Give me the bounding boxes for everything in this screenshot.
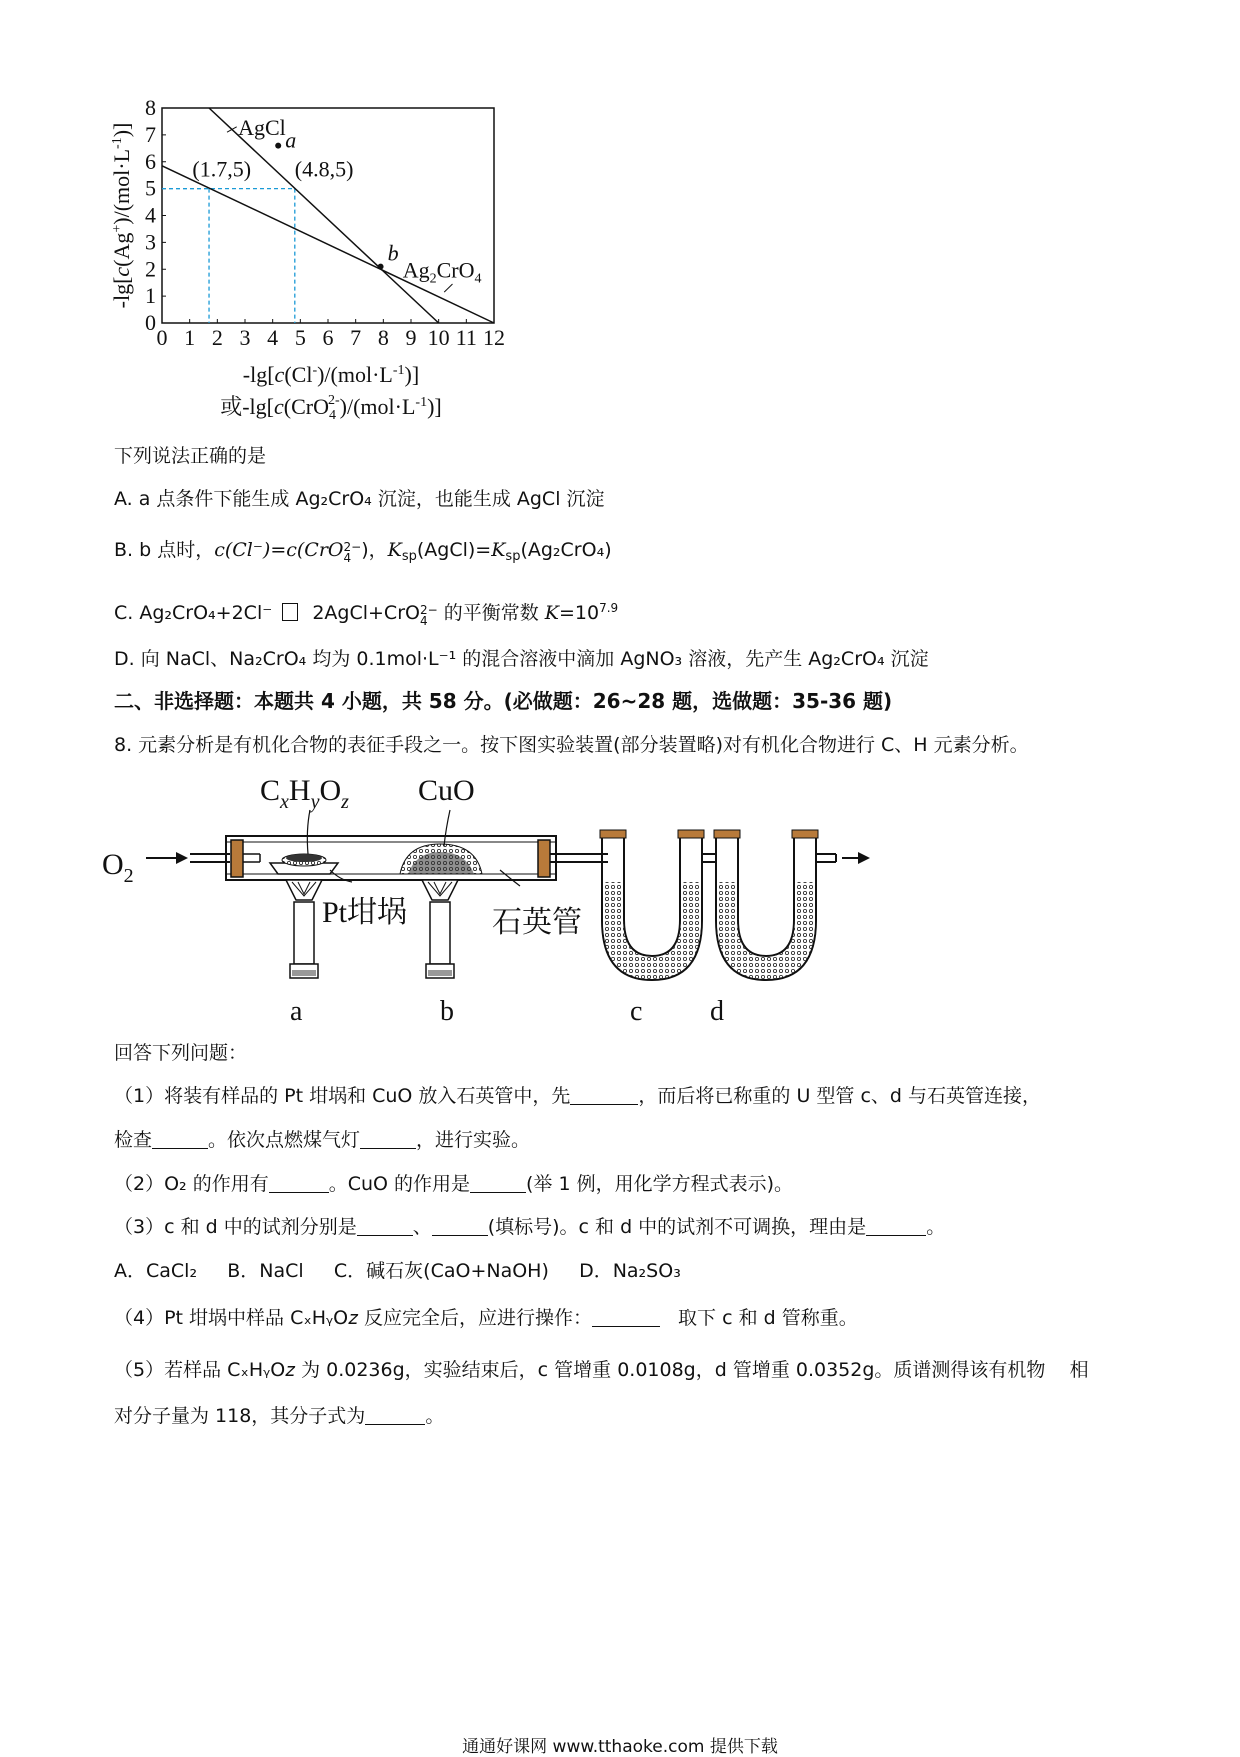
q8-3c: (填标号)。c 和 d 中的试剂不可调换，理由是 [487,1216,867,1238]
q7-option-a: A. a 点条件下能生成 Ag₂CrO₄ 沉淀，也能生成 AgCl 沉淀 [114,488,605,510]
q8-4a: （4）Pt 坩埚中样品 CₓHᵧO𝑧 反应完全后，应进行操作： [114,1307,593,1329]
page-footer: 通通好课网 www.tthaoke.com 提供下载 [462,1737,778,1757]
u-tube-d [714,830,818,980]
o2-label: $O_2$ [102,848,134,887]
y-tick-label: 3 [145,229,156,255]
label-c: c [630,996,643,1027]
q8-part3-options: A．CaCl₂ B．NaCl C．碱石灰(CaO+NaOH) D．Na₂SO₃ [114,1260,681,1282]
q7-c-exp: 7.9 [599,601,619,615]
annotation-4-8-5: (4.8,5) [294,156,354,182]
right-stopper [538,840,550,877]
q8-1b: ，而后将已称重的 U 型管 c、d 与石英管连接， [638,1085,1041,1107]
q8-part5-line2 [114,1404,444,1428]
q7-b-ksp2-sub: sp [505,549,521,564]
q8-5c: 。 [425,1405,445,1427]
sample-formula-label: $C_xH_yO_z$ [260,774,349,813]
y-tick-label: 5 [145,175,156,201]
q7-b-body: c(Cl⁻)=c(CrO [214,539,344,561]
answer-blank-5[interactable] [470,1174,526,1193]
agcl-leader [227,127,237,132]
series-line-ag2cro4 [162,166,494,323]
q7-c-charge: 2− 4 [419,603,438,628]
q7-c-mid: 2AgCl+CrO [312,602,420,624]
q7-b-ksp1-rest: (AgCl)= [416,539,492,561]
x-tick-label: 9 [405,325,417,350]
y-axis-label: $-\lg[c(Ag^+)/(mol\cdot L^{-1})]$ [109,122,134,309]
o2-inlet-arrow-icon [146,852,188,864]
y-tick-label: 8 [145,100,156,120]
q7-stem: 下列说法正确的是 [114,445,267,467]
point-b [378,264,384,270]
q7-b-ksp1: K [387,539,402,561]
q7-option-b [114,538,612,569]
q8-3a: （3）c 和 d 中的试剂分别是 [114,1216,357,1238]
answer-blank-2[interactable] [152,1130,208,1149]
q8-5b: 对分子量为 118，其分子式为 [114,1405,366,1427]
x-tick-label: 0 [156,325,168,350]
tube-label: 石英管 [492,906,582,939]
cuo-pile [400,844,482,874]
series-label-ag2cro4: $Ag_2CrO_4$ [402,257,482,287]
q8-1e: ，进行实验。 [416,1129,531,1151]
q7-b-ksp1-sub: sp [401,549,417,564]
left-stopper [231,840,243,877]
x-axis-label-line1: $-\lg[c(Cl^-)/(mol\cdot L^{-1})]$ [242,362,420,387]
c-d-connector [702,854,716,862]
section-heading: 二、非选择题：本题共 4 小题，共 58 分。(必做题：26~28 题，选做题：35-36 题) [114,689,893,713]
x-tick-label: 8 [377,325,389,350]
x-tick-label: 10 [427,325,450,350]
answer-blank-3[interactable] [360,1130,416,1149]
x-tick-label: 6 [322,325,334,350]
q7-b-charge: 2− 4 [343,540,362,565]
x-tick-label: 2 [211,325,223,350]
x-tick-label: 12 [483,325,505,350]
combustion-apparatus-diagram [100,770,980,1040]
q8-1c: 检查 [114,1129,153,1151]
q8-part5-line1: （5）若样品 CₓHᵧO𝑧 为 0.0236g，实验结束后，c 管增重 0.0108g，d 管增重 0.0352g。质谱测得该有机物 相 [114,1359,1089,1381]
chart-marks [162,108,494,323]
annotation-1-7-5: (1.7,5) [192,156,252,182]
q8-3d: 。 [926,1216,946,1238]
q8-2b: 。CuO 的作用是 [328,1173,471,1195]
q8-1d: 。依次点燃煤气灯 [208,1129,361,1151]
sample-pile [286,854,322,862]
q7-c-rest: 的平衡常数 [443,602,539,624]
series-line-agcl [209,108,439,323]
series-label-agcl: AgCl [238,114,286,140]
q8-stem: 8. 元素分析是有机化合物的表征手段之一。按下图实验装置(部分装置略)对有机化合物进行 C、H 元素分析。 [114,734,1029,756]
label-b: b [440,996,454,1027]
q7-b-ksp2-rest: (Ag₂CrO₄) [520,539,612,561]
quartz-tube [226,836,556,880]
x-tick-label: 5 [294,325,306,350]
y-tick-label: 7 [145,121,156,147]
q8-2a: （2）O₂ 的作用有 [114,1173,269,1195]
answer-blank-9[interactable] [592,1308,660,1327]
y-tick-label: 0 [145,310,156,335]
q7-b-prefix: B. b 点时， [114,539,215,561]
q7-c-val: =10 [558,602,600,624]
q8-part4 [114,1306,858,1330]
q8-part1-line2 [114,1128,530,1152]
burner-b [422,880,458,978]
x-tick-label: 11 [455,325,477,350]
x-tick-label: 1 [184,325,196,350]
y-tick-label: 4 [145,202,156,228]
answer-blank-4[interactable] [269,1174,329,1193]
y-tick-label: 1 [145,283,156,309]
q8-2c: (举 1 例，用化学方程式表示)。 [526,1173,794,1195]
outlet-pipe [550,854,608,862]
inlet-pipe [190,854,230,862]
x-axis-label-line2: 或$-\lg[c(CrO_42-)/(mol\cdot L^{-1})]$ [220,393,442,423]
point-label-b: b [387,240,399,266]
q7-option-d: D. 向 NaCl、Na₂CrO₄ 均为 0.1mol·L⁻¹ 的混合溶液中滴加 AgNO₃ 溶液，先产生 Ag₂CrO₄ 沉淀 [114,648,929,670]
q8-4b: 取下 c 和 d 管称重。 [678,1307,858,1329]
ag2cro4-leader [444,284,452,292]
y-tick-label: 2 [145,256,156,282]
q7-b-ksp2: K [491,539,506,561]
equilibrium-arrow-icon [282,603,298,621]
answer-blank-10[interactable] [365,1406,425,1425]
u-tube-c [600,830,704,980]
answer-blank-7[interactable] [432,1217,488,1236]
q7-option-c [114,596,618,627]
answer-blank-8[interactable] [866,1217,926,1236]
leader-lines [307,810,520,886]
q7-c-k: K [544,602,559,624]
point-label-a: a [285,127,297,153]
cuo-label: CuO [418,774,475,807]
label-a: a [290,996,303,1027]
x-tick-label: 3 [239,325,251,350]
q8-part1-line1 [114,1084,1041,1108]
plot-frame [162,108,494,323]
q8-1a: （1）将装有样品的 Pt 坩埚和 CuO 放入石英管中，先 [114,1085,571,1107]
q7-c-prefix: C. Ag₂CrO₄+2Cl⁻ [114,602,273,624]
x-tick-label: 7 [350,325,362,350]
q7-b-mid: )， [361,539,388,561]
burner-a [286,880,322,978]
y-tick-label: 6 [145,148,156,174]
q8-part3 [114,1215,945,1239]
q8-prompt: 回答下列问题： [114,1042,248,1064]
x-tick-label: 4 [267,325,279,350]
label-d: d [710,996,724,1027]
crucible-label: Pt坩埚 [322,896,408,929]
q8-part2 [114,1172,793,1196]
solubility-chart [105,100,525,470]
q8-3b: 、 [412,1216,432,1238]
point-a [275,143,281,149]
answer-blank-1[interactable] [570,1086,638,1105]
outlet-arrow-icon [816,852,870,864]
answer-blank-6[interactable] [357,1217,413,1236]
